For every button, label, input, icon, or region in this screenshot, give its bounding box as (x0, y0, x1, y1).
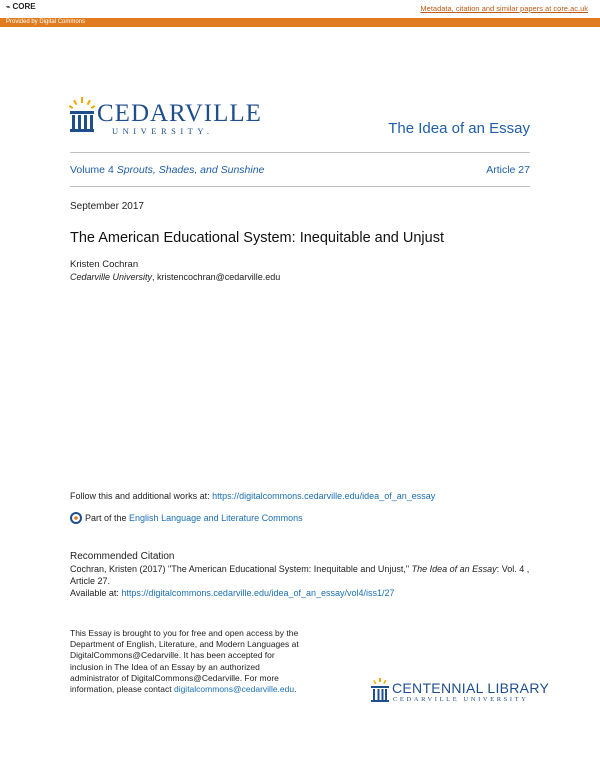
contact-email-link[interactable]: digitalcommons@cedarville.edu (173, 684, 295, 695)
citation-journal: The Idea of an Essay (411, 564, 497, 574)
follow-link[interactable]: https://digitalcommons.cedarville.edu/idea_of_an_essay (212, 491, 436, 501)
article-title: The American Educational System: Inequitable and Unjust (70, 230, 444, 246)
cedarville-lamp-icon (68, 97, 96, 133)
part-of-label: Part of the (85, 513, 127, 523)
follow-line (70, 491, 435, 501)
part-of-line (70, 512, 303, 524)
available-label: Available at: (70, 588, 119, 598)
core-logo-text: CORE (12, 2, 36, 11)
article-number[interactable]: Article 27 (486, 164, 530, 176)
author-institution: Cedarville University (70, 272, 153, 282)
commons-link[interactable]: English Language and Literature Commons (129, 513, 303, 523)
provided-by-bar (0, 18, 600, 27)
journal-title[interactable]: The Idea of an Essay (388, 120, 530, 137)
provided-by-text: Provided by Digital Commons (6, 19, 86, 25)
author-email: kristencochran@cedarville.edu (157, 272, 281, 282)
core-metadata-link[interactable]: Metadata, citation and similar papers at core.ac.uk (420, 4, 588, 13)
issue-title: Sprouts, Shades, and Sunshine (116, 164, 265, 176)
centennial-lamp-icon (370, 678, 390, 704)
access-notice (70, 628, 310, 695)
cedarville-logo-sub: UNIVERSITY. (112, 126, 214, 136)
notice-text: This Essay is brought to you for free and open access by the Department of English, Literature, and Modern Languages at DigitalCommons@Cedarville. It has been accepted for inclusion in The Idea of an Essay by an authorized administrator of DigitalCommons@Cedarville. For more information, please contact (70, 628, 299, 695)
citation-text: Cochran, Kristen (2017) "The American Educational System: Inequitable and Unjust," (70, 564, 410, 574)
citation-body: Cochran, Kristen (2017) "The American Educational System: Inequitable and Unjust," The Idea of an Essay: Vol. 4 , Article 27. Available at: https://digitalcommons.cedarville.edu/idea_of_an_essay/vol4/iss1/27 (70, 564, 530, 598)
issue-rule (70, 186, 530, 187)
volume-number: Volume 4 (70, 164, 114, 176)
network-commons-icon (70, 512, 82, 524)
publication-date: September 2017 (70, 201, 144, 212)
follow-label: Follow this and additional works at: (70, 491, 210, 501)
author-affiliation: Cedarville University, kristencochran@cedarville.edu (70, 272, 281, 282)
core-logo-icon: ⌁ (6, 4, 11, 11)
available-link[interactable]: https://digitalcommons.cedarville.edu/idea_of_an_essay/vol4/iss1/27 (121, 588, 395, 598)
notice-end: . (294, 684, 297, 695)
citation-volume: Vol. 4 , Article 27. (70, 564, 530, 586)
volume-line[interactable] (70, 164, 264, 176)
centennial-library-sub: CEDARVILLE UNIVERSITY (393, 696, 529, 703)
cedarville-logo-name: CEDARVILLE (97, 100, 262, 127)
citation-heading: Recommended Citation (70, 551, 175, 562)
centennial-library-name: CENTENNIAL LIBRARY (392, 680, 550, 696)
author-name: Kristen Cochran (70, 259, 139, 270)
core-logo[interactable] (6, 2, 36, 11)
header-rule (70, 152, 530, 153)
